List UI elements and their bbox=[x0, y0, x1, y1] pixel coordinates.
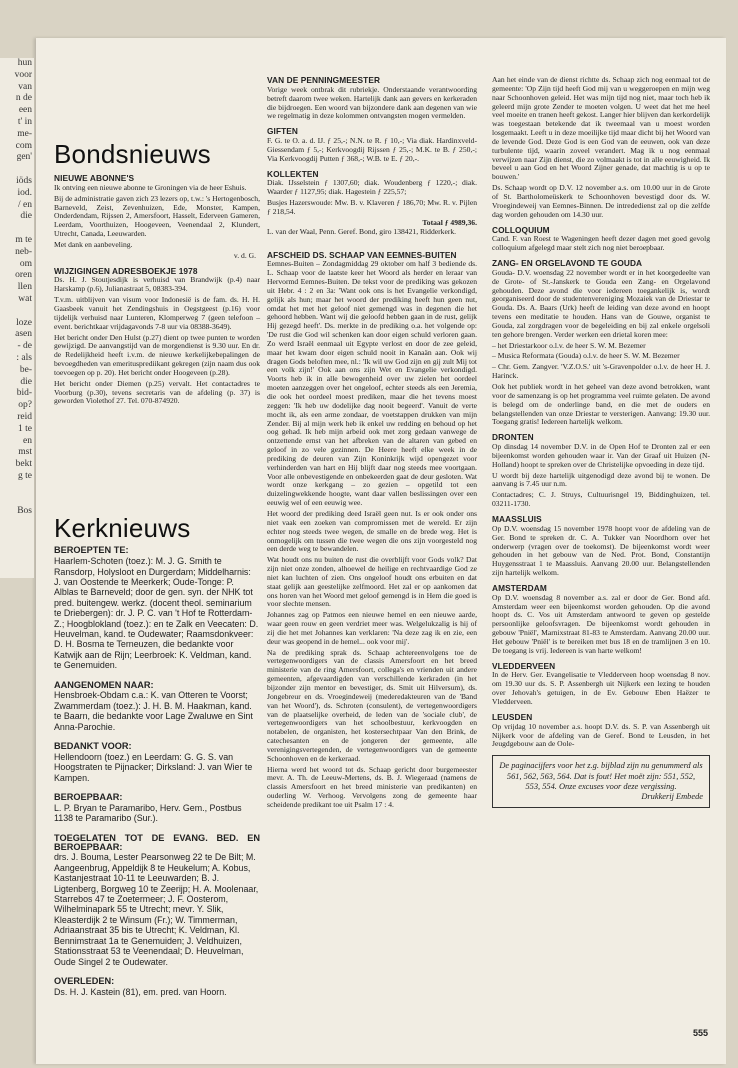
column-middle bbox=[267, 76, 477, 812]
erratum-notice-box bbox=[492, 755, 710, 808]
penningmeester-text: Vorige week ontbrak dit rubriekje. Onderstaande verantwoording betreft daarom twee weken. Hartelijk dank aan gevers en kerkeraden die bijdroegen. Een woord van bijzondere dank aan degenen van wie we regelmatig in deze kolommen ontvangsten mogen vermelden. bbox=[267, 84, 477, 121]
previous-page-fragment: oren bbox=[15, 270, 32, 281]
beroepbaar-heading: BEROEPBAAR: bbox=[54, 792, 123, 803]
previous-page-fragment: iod. bbox=[17, 187, 32, 198]
previous-page-fragment bbox=[0, 483, 34, 495]
dronten-heading: DRONTEN bbox=[492, 432, 534, 443]
previous-page-fragment: die bbox=[20, 211, 32, 222]
previous-page-fragment: en bbox=[23, 435, 32, 446]
previous-page-fragment bbox=[0, 223, 34, 235]
magazine-page bbox=[36, 38, 726, 1064]
wijzigingen-text-1: Ds. H. J. Stoutjesdijk is verhuisd van Brandwijk (p.4) naar Harskamp (p.6), Julianastraat 5, 08383-394. bbox=[54, 275, 260, 294]
dronten-text-3: Contactadres; C. J. Struys, Cultuurisngel 19, Biddinghuizen, tel. 03211-1730. bbox=[492, 490, 710, 509]
previous-page-fragment: bid- bbox=[16, 388, 32, 399]
previous-page-fragment bbox=[0, 306, 34, 318]
colloquium-heading: COLLOQUIUM bbox=[492, 224, 550, 235]
beroepen-heading: BEROEPTEN TE: bbox=[54, 545, 129, 556]
previous-page-fragment: g te bbox=[18, 470, 32, 481]
amsterdam-text: Op D.V. woensdag 8 november a.s. zal er door de Ger. Bond afd. Amsterdam weer een bijeenkomst worden gehouden. Op die avond hoopt ds. C. Vos uit Amsterdam antwoord te geven op gestelde persoonlijke geloofsvragen. De bijeenkomst wordt gehouden in gebouw 'Pniël', Marnixstraat 81-83 te Amsterdam. Aanvang 20.00 uur. Het gebouw 'Pniël' is te bereiken met bus 18 en de tramlijnen 3 en 10. De toegang is vrij. Iedereen is van harte welkom! bbox=[492, 592, 710, 655]
dronten-text-2: U wordt bij deze hartelijk uitgenodigd deze avond bij te wonen. De aanvang is 7.45 uur n.m. bbox=[492, 470, 710, 489]
giften-heading: GIFTEN bbox=[267, 126, 299, 137]
afscheid-continued: Aan het einde van de dienst richtte ds. Schaap zich nog eenmaal tot de gemeente: 'Op Zijn tijd heeft God mij van u weggeroepen en mijn weg naar Schoonhoven geleid. Het was mijn tijd nog niet, maar toch heb ik geleerd mijn grote Zender te moeten volgen. U weet dat het me heel veel moeite en tranen heeft gekost. Langer hier blijven dan kerkordelijk was toegestaan betekende dat ik tweemaal van u moest worden losgemaakt. Leeft u in deze moeilijke tijd maar dicht bij het Woord van de levende God. Deze God is een God van de eeuwen, ook van deze turbulente tijd, waarin zoveel verandert. Mag ik u nog eenmaal verwijzen naar Zijn dienst, die zo volmaakt is tot in alle eeuwigheid. Ik beveel u aan God en het Woord Zijner genade, dat machtig is u op te bouwen.' bbox=[492, 75, 710, 182]
abonnes-text-2: Bij de administratie gaven zich 23 lezers op, t.w.: 's Hertogenbosch, Barneveld, Zeist, Zevenhuizen, Ede, Monster, Kampen, Onderdendam, Rijssen 2, Amersfoort, Hasselt, Ederveen Gameren, Leerdam, Voorthuizen, Hoogeveen, Veenendaal 2, Klundert, Utrecht, Canada, Leeuwarden. bbox=[54, 193, 260, 239]
previous-page-fragment: : als bbox=[16, 352, 32, 363]
previous-page-fragment: me- bbox=[17, 128, 32, 139]
previous-page-fragment: iöds bbox=[16, 175, 32, 186]
previous-page-fragment: n de bbox=[15, 93, 32, 104]
previous-page-fragment: t' in bbox=[17, 116, 32, 127]
kollekten-text: Diak. IJsselstein ƒ 1307,60; diak. Woudenberg ƒ 1220,-; diak. Waarder ƒ 1127,95; diak. Hagestein ƒ 225,57; bbox=[267, 178, 477, 197]
zang-text-5: Ook het publiek wordt in het geheel van deze avond betrokken, want voor de samenzang is op het programma veel ruimte gelaten. De avond is belegd om de onderlinge band, en die met de ouders en belangstellenden van onze Driestar te versterigen. Aanvang: 19.30 uur. Toegang gratis! Iedereen hartelijk welkom. bbox=[492, 382, 710, 427]
dronten-text: Op dinsdag 14 november D.V. in de Open Hof te Dronten zal er een bijeenkomst worden gehouden waar ir. Van der Graaf uit Huizen (N-Holland) hoopt te spreken over de Christelijke opvoeding in deze tijd. bbox=[492, 442, 710, 469]
afscheid-heading: AFSCHEID DS. SCHAAP VAN EEMNES-BUITEN bbox=[267, 249, 457, 260]
erratum-notice-signature: Drukkerij Embede bbox=[641, 792, 703, 802]
previous-page-fragment: die bbox=[20, 376, 32, 387]
leusden-text: Op vrijdag 10 november a.s. hoopt D.V. ds. S. P. van Assenbergh uit Nijkerk voor de afdeling van de Geref. Bond te Leusden, in het Jeugdgebouw aan de Oole- bbox=[492, 721, 710, 749]
afscheid-text-4: Johannes zag op Patmos een nieuwe hemel en een nieuwe aarde, waar geen rouw en geen verdriet meer was. Welgelukzalig is hij of zij die het met Johannes kan verklaren: 'Na deze zag ik en zie, een deur was geopend in de hemel... ook voor mij'. bbox=[267, 610, 477, 646]
colloquium-text: Cand. F. van Roest te Wageningen heeft dezer dagen met goed gevolg colloquium afgelegd maar stelt zich nog niet beroepbaar. bbox=[492, 234, 710, 253]
overleden-heading: OVERLEDEN: bbox=[54, 975, 115, 986]
leusden-heading: LEUSDEN bbox=[492, 711, 533, 722]
previous-page-fragment: hun bbox=[17, 58, 32, 68]
kerknieuws-title: Kerknieuws bbox=[54, 513, 191, 544]
previous-page-fragment: - de bbox=[17, 341, 32, 352]
previous-page-fragment: neb- bbox=[15, 246, 32, 257]
previous-page-fragment: m te bbox=[15, 234, 32, 245]
zang-heading: ZANG- EN ORGELAVOND TE GOUDA bbox=[492, 258, 643, 269]
previous-page-fragment: van bbox=[18, 81, 32, 92]
previous-page-fragment: gen' bbox=[16, 152, 32, 163]
vledderveen-heading: VLEDDERVEEN bbox=[492, 660, 556, 671]
column-right bbox=[492, 76, 710, 808]
previous-page-fragment: be- bbox=[19, 364, 32, 375]
previous-page-edge bbox=[0, 58, 34, 578]
page-number: 555 bbox=[692, 1028, 708, 1038]
previous-page-fragment: voor bbox=[14, 69, 32, 80]
kollekten-text-2: Busjes Hazerswoude: Mw. B. v. Klaveren ƒ 186,70; Mw. R. v. Pijlen ƒ 218,54. bbox=[267, 198, 477, 216]
maassluis-heading: MAASSLUIS bbox=[492, 513, 542, 524]
wijzigingen-text-2: T.v.m. uitblijven van visum voor Indonesië is de fam. ds. H. H. Gaasbeek vanuit het Zendingshuis in Oegstgeest (p.16) voor tijdelijk verhuisd naar Lunteren, Klomperweg 7 (geen telefoon – event. berichtkaar vrijdagavonds 7-8 uur via 08388-3649). bbox=[54, 295, 260, 331]
previous-page-fragment: een bbox=[18, 105, 32, 116]
previous-page-fragment: bekt bbox=[15, 459, 32, 470]
previous-page-fragment: mst bbox=[18, 447, 32, 458]
abonnes-heading: NIEUWE ABONNE'S bbox=[54, 173, 135, 183]
previous-page-fragment bbox=[0, 494, 34, 506]
total-amount: Totaal ƒ 4989,36. bbox=[422, 217, 477, 227]
afscheid-continued-2: Ds. Schaap wordt op D.V. 12 november a.s. om 10.00 uur in de Grote of St. Bartholomeüskerk te Schoonhoven bevestigd door ds. W. Vroegindeweij van Eemnes-Binnen. De intrededienst zal op die zelfde dag worden gehouden om 14.30 uur. bbox=[492, 183, 710, 219]
afscheid-text-1: Eemnes-Buiten – Zondagmiddag 29 oktober om half 3 bediende ds. L. Schaap voor de laatste keer het Woord als herder en leraar van Hervormd Eemnes-Buiten. De tekst voor de prediking was gekozen uit Hebr. 4 : 2 en 3a: 'Want ook ons is het Evangelie verkondigd, gelijk als hun; maar het woord der prediking heeft hun geen nut, omdat het met het geloof niet gemengd was in degenen die het gehoord hebben. Want wij die geloofd hebben gaan in de rust, gelijk Hij gezegd heeft'. Ds. merkte in de prediking o.a. het volgende op: 'De rust die God wil schenken kan door eigen schuld verloren gaan. Zo werd Israël eenmaal uit Egypte verlost en door de zee geleid, maar het kwam door eigen schuld nooit in Kanaän aan. Ook wij dragen Gods beloften mee, nl.: 'Ik wil uw God zijn en gij zult Mij tot een volk zijn!' Ook aan ons zijn Wet en Evangelie verkondigd. Voorts heb ik in alle bewogenheid over uw zielen het oordeel moeten aanzeggen over het ongeloof, echter steeds als een Jeremia, die ook het oordeel moest prediken, maar die het tevens moest zeggen: 'Ik heb uw dodelijke dag nooit begeerd'. Vanuit de verte mocht ik, als een arme zondaar, de voetstappen drukken van mijn Zender. Bij al mijn werk heb ik enkel uw redding en behoud op het oog gehad. Ik heb mijn arbeid ook met zorg gedaan vanwege de ontzettende ernst van het afbreken van de altaren van gebed en geloof in zo vele gezinnen. De Heere heeft elke week in de prediking de deuren van Zijn Koninkrijk wijd opengezet voor verhinderden van hart en Hij blijft daar nog steeds mee voortgaan. Voor alle onbevestigende en onbekeerden gaat de deur gesloten. Wat wordt onze kerkgang – zo gezien – opgetild tot een duizelingwekkende hoogte, want daar vallen beslissingen over een eeuwig wel of een eeuwig wee. bbox=[267, 259, 477, 508]
zang-text-4: – Chr. Gem. Zangver. 'V.Z.O.S.' uit 's-Gravenpolder o.l.v. de heer H. J. Harinck. bbox=[492, 362, 710, 381]
vledderveen-text: In de Herv. Ger. Evangelisatie te Vledderveen hoop woensdag 8 nov. om 19.30 uur ds. S. P. Assenbergh uit Nijkerk een lezing te houden over Jehovah's getuigen, in de Ev. Gebouw Eben Haëzer te Vledderveen. bbox=[492, 670, 710, 706]
previous-page-fragment: op? bbox=[18, 400, 32, 411]
wijzigingen-text-3: Het bericht onder Den Hulst (p.27) dient op twee punten te worden gewijzigd. De aanvangstijd van de morgendienst is 9.30 uur. En dr. de Redelijkheid heeft i.v.m. de nieuwe kerkelijkebepalingen de bevoegdheden van emeritusprediikant gekregen (zijn naam dus ook toevoegen op p. 20). Het bericht onder Hoogeveen (p.28). bbox=[54, 332, 260, 377]
penningmeester-heading: VAN DE PENNINGMEESTER bbox=[267, 75, 381, 85]
penningmeester-signature: L. van der Waal, Penn. Geref. Bond, giro 138421, Ridderkerk. bbox=[267, 226, 457, 236]
previous-page-fragment: llen bbox=[17, 282, 32, 293]
zang-text-3: – Musica Reformata (Gouda) o.l.v. de heer S. W. M. Bezemer bbox=[492, 351, 680, 361]
previous-page-fragment: com bbox=[15, 140, 32, 151]
toegelaten-heading: TOEGELATEN TOT DE EVANG. BED. EN BEROEPBAAR: bbox=[54, 832, 260, 852]
kollekten-heading: KOLLEKTEN bbox=[267, 168, 319, 179]
beroepen-text: Haarlem-Schoten (toez.): M. J. G. Smith te Ransdorp, Holysloot en Durgerdam; Middelharnis: J. van Oostende te Meerkerk; Oude-Tonge: P. Alblas te Barneveld; door de gen. syn. der NHK tot pred. buitengew. werkz. (docent theol. seminarium te Driebergen): dr. J. P. C. van 't Hof te Rotterdam-Z.; Hoogblokland (toez.): en te Zalk en Veecaten: D. Heuvelman, kand. te Oudewater; Raamsdonkveer: D. H. Bosma te Terneuzen, die bedankte voor Katwijk aan de Rijn; Leerbroek: K. Veldman, kand. te Genemuiden. bbox=[54, 556, 259, 671]
beroepbaar-text: L. P. Bryan te Paramaribo, Herv. Gem., Postbus 1138 te Paramaribo (Sur.). bbox=[54, 802, 242, 824]
wijzigingen-text-4: Het bericht onder Diemen (p.25) vervalt. Het contactadres te Voorburg (p.30), tevens secretaris van de afdeling (p. 37) is geworden Violethof 27. Tel. 070-874920. bbox=[54, 378, 260, 406]
afscheid-text-6: Hierna werd het woord tot ds. Schaap gericht door burgemeester mevr. A. Th. de Leeuw-Mertens, ds. B. J. Wiegeraad (namens de classis Amersfoort en het breed ministerie van predikanten) en ouderling W. Verhoog. Vervolgens zong de gemeente haar scheidende predikant toe uit Psalm 17 : 4. bbox=[267, 764, 477, 809]
maassluis-text: Op D.V. woensdag 15 november 1978 hoopt voor de afdeling van de Ger. Bond te spreken dr. C. A. Tukker van Noordhorn over het onderwerp (vragen over de toekomst). De bijeenkomst wordt weer gehouden in het gebouw van de Ned. Prot. Bond, Constantijn Huygensstraat 1 te Maassluis. Aanvang 20.00 uur. Belangstellenden zijn hartelijk welkom. bbox=[492, 523, 710, 578]
bedankt-heading: BEDANKT VOOR: bbox=[54, 741, 132, 752]
abonnes-text-3: Met dank en aanbeveling. bbox=[54, 239, 133, 249]
amsterdam-heading: AMSTERDAM bbox=[492, 582, 547, 593]
abonnes-signature: v. d. G. bbox=[233, 250, 256, 260]
abonnes-text-1: Ik ontving een nieuwe abonne te Groningen via de heer Eshuis. bbox=[54, 182, 247, 192]
toegelaten-text: drs. J. Bouma, Lester Pearsonweg 22 te De Bilt; M. Aangeenbrug, Appeldijk 8 te Heukelum; A. Kobus, Kastanjestraat 10-11 te Leeuwarden; B. J. Ligtenberg, Borgweg 10 te Zeerijp; H. A. Moolenaar, Starrebos 47 te Zoetermeer; J. F. Oosterom, Wilhelminapark 55 te Utrecht; mevr. Y. Slik, Kleasterdijk 2 te Winsum (Fr.); W. Timmerman, Adriaanstraat 35 bis te Utrecht; K. Veldman, Kl. Bennimstraat 1a te Genemuiden; J. Veldhuizen, Stationsstraat 53 te Veenendaal; D. Heuvelman, Oude Singel 2 te Oudewater. bbox=[54, 852, 259, 967]
overleden-text: Ds. H. J. Kastein (81), em. pred. van Hoorn. bbox=[54, 986, 227, 997]
previous-page-fragment: Bos bbox=[17, 506, 32, 517]
previous-page-fragment: / en bbox=[18, 199, 32, 210]
previous-page-fragment: asen bbox=[15, 329, 32, 340]
previous-page-fragment bbox=[0, 164, 34, 176]
column-left bbox=[54, 68, 260, 1000]
bedankt-text: Hellendoorn (toez.) en Leerdam: G. G. S. van Hoogstraten te Pijnacker; Dirksland: J. van Wier te Kampen. bbox=[54, 751, 253, 783]
zang-text-2: – het Driestarkoor o.l.v. de heer S. W. M. Bezemer bbox=[492, 340, 646, 350]
previous-page-fragment: 1 te bbox=[18, 423, 32, 434]
zang-text-1: Gouda- D.V. woensdag 22 november wordt er in het koorgedeelte van de Grote- of St.-Janskerk te Gouda een Zang- en Orgelavond gehouden. Deze avond die voor iedereen toegankelijk is, wordt georganiseerd door de studentenvereniging Mozaiek van de Driestar te Gouda. Ds. A. Baars (Urk) heeft de leiding van deze avond en hoopt tevens een meditatie te houden. Hans van de Gouwe, organist te Gouda, zal zorgdragen voor de begeleiding en bij zal enkele orgelsoli ten gehore brengen. Verder werken een drietal koren mee: bbox=[492, 267, 710, 339]
bondsnieuws-title: Bondsnieuws bbox=[54, 139, 211, 169]
previous-page-fragment: reid bbox=[17, 411, 32, 422]
aangenomen-heading: AANGENOMEN NAAR: bbox=[54, 679, 154, 690]
wijzigingen-heading: WIJZIGINGEN ADRESBOEKJE 1978 bbox=[54, 265, 198, 276]
previous-page-fragment: wat bbox=[18, 293, 32, 304]
previous-page-fragment: om bbox=[19, 258, 32, 269]
erratum-notice-text: De paginacijfers voor het z.g. bijblad zijn nu genummerd als 561, 562, 563, 564. Dat is fout! Het moët zijn: 551, 552, 553, 554. Onze excuses voor deze vergissing. bbox=[499, 761, 703, 791]
afscheid-text-2: Het woord der prediking deed Israël geen nut. Is er ook onder ons niet vaak een zoeken van compromissen met de wereld. Er zijn echter nog steeds twee wegen, de smalle en de brede weg. Het is onmogelijk om tussen die twee wegen die ons zijn voorgesteld nog een derde weg te bewandelen. bbox=[267, 508, 477, 554]
aangenomen-text: Hensbroek-Obdam c.a.: K. van Otteren te Voorst; Zwammerdam (toez.): J. H. B. M. Haakman, kand. te Baarn, die bedankte voor Lage Zwaluwe en Sint Anna-Parochie. bbox=[54, 690, 253, 732]
afscheid-text-3: Wat houdt ons nu buiten de rust die overblijft voor Gods volk? Dat zijn niet onze zonden, alhoewel de heilige en rechtvaardige God ze niet kan luchten of zien. Ons ongeloof houdt ons erbuiten en dat staat gelijk aan geestelijke zelfmoord. Het zal er op aankomen dat ons horen van het Woord met geloof gemengd is in Hem die goed is voor slechte mensen. bbox=[267, 555, 477, 609]
previous-page-fragment: loze bbox=[16, 317, 32, 328]
afscheid-text-5: Na de prediking sprak ds. Schaap achtereenvolgens toe de vertegenwoordigers van de classis Amersfoort en het breed ministerie van de ring Amersfoort, collega's en vrienden uit andere gemeenten, afgevaardigden van verschillende kerkraden (in het bijzonder zijn mentor en bevestiger, ds. Smit uit Hilversum), ds. Jongebreur en ds. Vroegindeweij (mederedakteuren van de 'Band van het Woord'), ds. Schroten (consulent), de vertegenwoordigers van de plaatselijke overheid, de leden van de 'sociale club', de vertegenwoordigers van het schoolbestuur, kerkvoogden en notabelen, de organisten, het kostersechtpaar Van den Brink, de catechesanten en de jongeren der gemeente, alle verenigingsvertegenden, de vertegenwoordigers van de gemeente Schoonhoven en de kerkeraad. bbox=[267, 647, 477, 763]
giften-text: F. G. te O. a. d. IJ. ƒ 25,-; N.N. te R. ƒ 10,-; Via diak. Hardinxveld-Giessendam ƒ 5,-; Kerkvoogdij Rijssen ƒ 25,-; M.K. te B. ƒ 250,-; Via Kerkvoogdij Putten ƒ 368,-; W.B. te E. ƒ 20,-. bbox=[267, 136, 477, 163]
